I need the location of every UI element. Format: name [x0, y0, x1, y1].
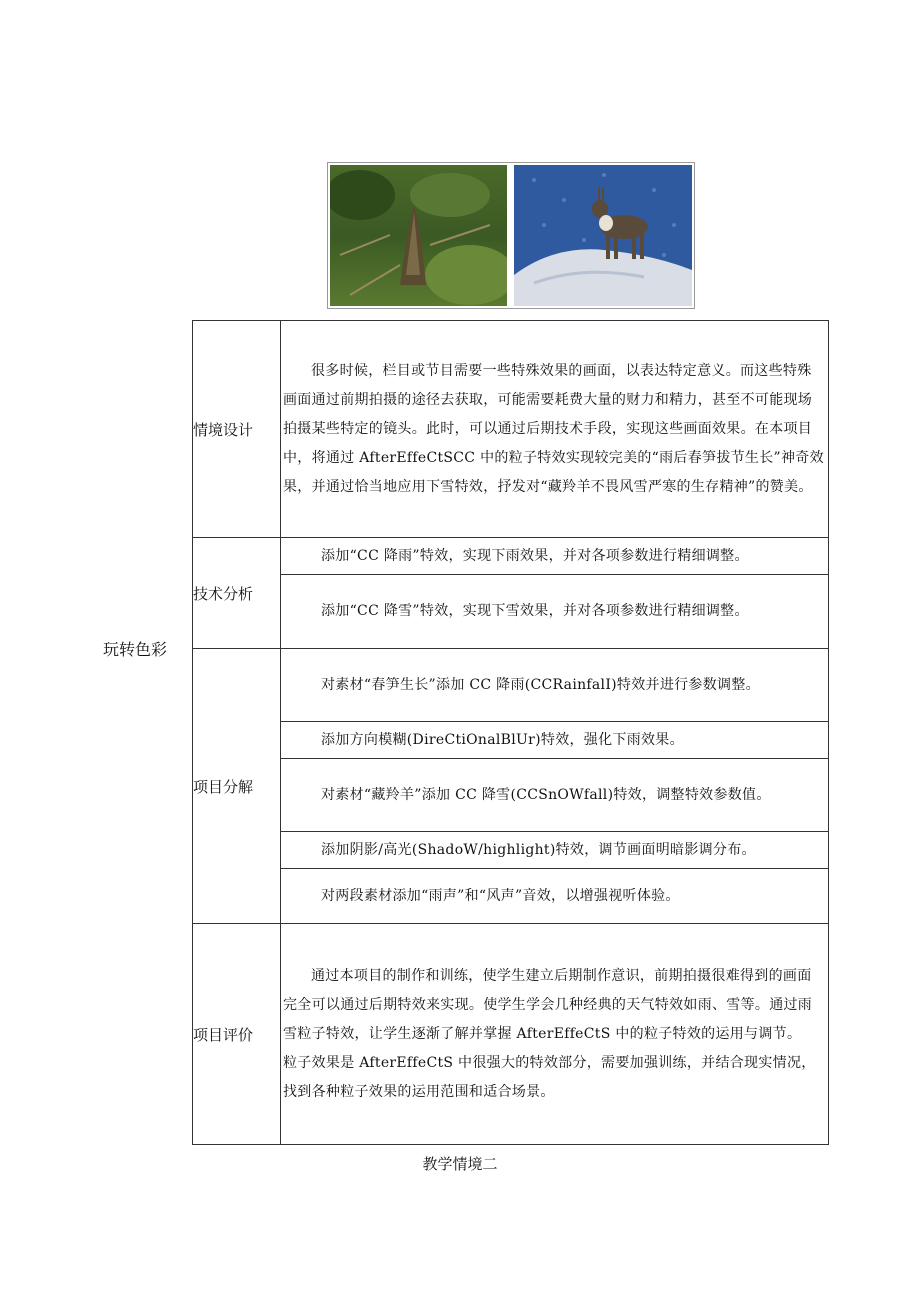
breakdown-row-1 — [193, 649, 829, 722]
breakdown-row-4 — [193, 832, 829, 869]
technique-item: 添加“CC 降雪”特效，实现下雪效果，并对各项参数进行精细调整。 — [321, 603, 749, 619]
breakdown-row-2 — [193, 722, 829, 759]
breakdown-item: 添加方向模糊(DireCtiOnalBlUr)特效，强化下雨效果。 — [321, 731, 684, 748]
scenario-row — [193, 321, 829, 538]
breakdown-cell-2 — [281, 722, 829, 759]
technique-item: 添加“CC 降雨”特效，实现下雨效果，并对各项参数进行精细调整。 — [321, 547, 749, 564]
technique-cell-1 — [281, 538, 829, 575]
evaluation-row — [193, 924, 829, 1145]
scenario-cell — [281, 321, 829, 538]
breakdown-cell-1 — [281, 649, 829, 722]
breakdown-label: 项目分解 — [193, 649, 281, 924]
technique-label: 技术分析 — [193, 538, 281, 649]
antelope-photo — [514, 165, 692, 306]
evaluation-para-1: 通过本项目的制作和训练，使学生建立后期制作意识，前期拍摄很难得到的画面完全可以通过后期特效来实现。使学生学会几种经典的天气特效如雨、雪等。通过雨雪粒子特效，让学生逐渐了解并掌握 AfterEffeCtS 中的粒子特效的运用与调节。 — [283, 967, 813, 1042]
technique-row-2 — [193, 575, 829, 649]
technique-row-1 — [193, 538, 829, 575]
breakdown-item: 对素材“藏羚羊”添加 CC 降雪(CCSnOWfall)特效，调整特效参数值。 — [321, 786, 771, 803]
breakdown-row-5 — [193, 869, 829, 924]
bamboo-shoot-photo — [330, 165, 507, 306]
breakdown-item: 对素材“春笋生长”添加 CC 降雨(CCRainfalI)特效并进行参数调整。 — [321, 676, 760, 693]
breakdown-item: 添加阴影/高光(ShadoW/highlight)特效，调节画面明暗影调分布。 — [321, 841, 756, 858]
side-title: 玩转色彩 — [103, 640, 168, 659]
breakdown-row-3 — [193, 759, 829, 832]
photo-strip — [327, 162, 695, 309]
evaluation-label: 项目评价 — [193, 924, 281, 1145]
breakdown-cell-5 — [281, 869, 829, 924]
scenario-label: 情境设计 — [193, 321, 281, 538]
breakdown-cell-4 — [281, 832, 829, 869]
breakdown-item: 对两段素材添加“雨声”和“风声”音效，以增强视听体验。 — [321, 887, 680, 904]
evaluation-cell — [281, 924, 829, 1145]
breakdown-cell-3 — [281, 759, 829, 832]
lesson-table — [192, 320, 829, 1145]
caption: 教学情境二 — [422, 1155, 498, 1173]
evaluation-para-2: 粒子效果是 AfterEffeCtS 中很强大的特效部分，需要加强训练，并结合现实情况，找到各种粒子效果的运用范围和适合场景。 — [283, 1054, 816, 1100]
scenario-text: 很多时候，栏目或节目需要一些特殊效果的画面，以表达特定意义。而这些特殊画面通过前期拍摄的途径去获取，可能需要耗费大量的财力和精力，甚至不可能现场拍摄某些特定的镜头。此时，可以通过后期技术手段，实现这些画面效果。在本项目中，将通过 AfterEffeCtSCC 中的粒子特效实现较完美的“雨后春笋拔节生长”神奇效果，并通过恰当地应用下雪特效，抒发对“藏羚羊不畏风雪严寒的生存精神”的赞美。 — [283, 362, 824, 495]
technique-cell-2 — [281, 575, 829, 649]
